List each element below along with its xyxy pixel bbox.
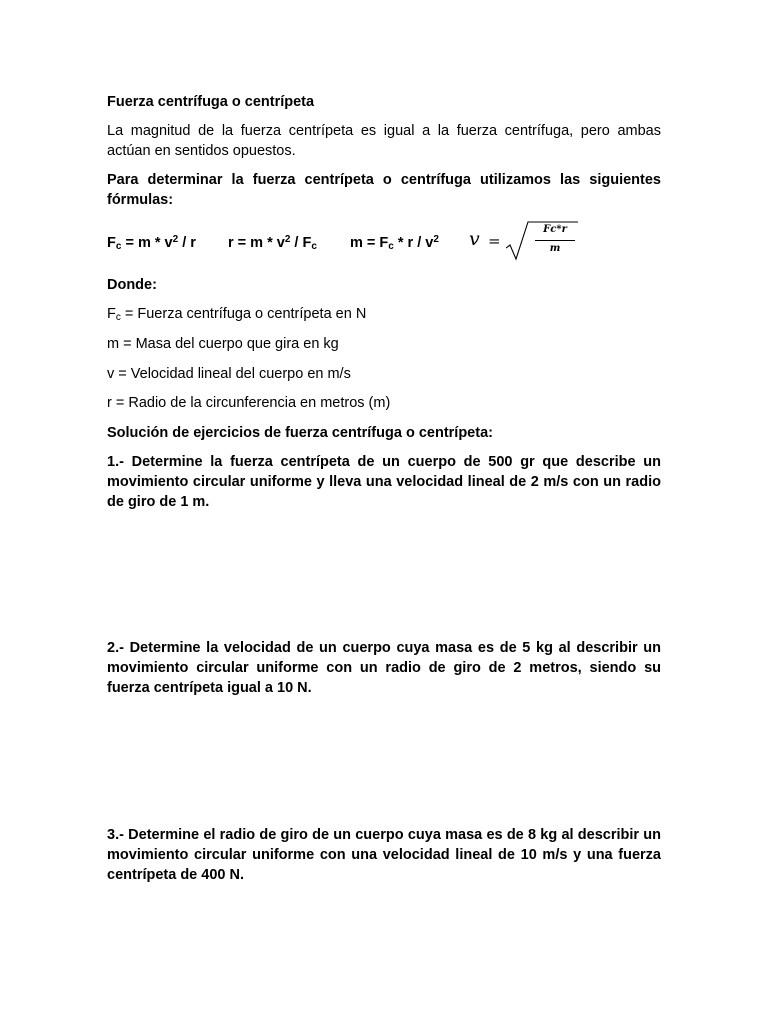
document-title: Fuerza centrífuga o centrípeta xyxy=(107,94,315,110)
formula-exponent: 2 xyxy=(172,234,179,245)
formula-exponent: 2 xyxy=(433,234,439,245)
fraction-bar xyxy=(535,240,575,241)
definition-item: r = Radio de la circunferencia en metros (m) xyxy=(107,395,391,411)
formulas-heading: Para determinar la fuerza centrípeta o centrífuga utilizamos las siguientes fórmulas: xyxy=(107,172,661,208)
formula-text: r = m * v xyxy=(228,235,285,251)
formula-subscript: c xyxy=(115,241,122,252)
exercise-3: 3.- Determine el radio de giro de un cuerpo cuya masa es de 8 kg al describir un movimiento circular uniforme con una velocidad lineal de 10 m/s y una fuerza centrípeta de 400 N. xyxy=(107,827,661,883)
formula-numerator: Fc*r xyxy=(543,224,567,235)
formula-symbol: F xyxy=(107,235,116,251)
formula-subscript: c xyxy=(388,241,394,252)
formula-subscript: c xyxy=(311,241,317,252)
formula-equals: = xyxy=(488,232,501,250)
formula-text: m = F xyxy=(350,235,389,251)
formula-velocity xyxy=(469,219,579,265)
formula-denominator: m xyxy=(549,243,561,254)
formula-text: = m * v xyxy=(121,235,173,251)
definition-text: = Fuerza centrífuga o centrípeta en N xyxy=(120,306,367,322)
exercise-2: 2.- Determine la velocidad de un cuerpo cuya masa es de 5 kg al describir un movimiento circular uniforme con un radio de giro de 2 metros, siendo su fuerza centrípeta igual a 10 N. xyxy=(107,640,661,696)
solutions-heading: Solución de ejercicios de fuerza centrífuga o centrípeta: xyxy=(107,425,493,441)
formula-exponent: 2 xyxy=(284,234,291,245)
exercise-1: 1.- Determine la fuerza centrípeta de un cuerpo de 500 gr que describe un movimiento circular uniforme y lleva una velocidad lineal de 2 m/s con un radio de giro de 1 m. xyxy=(107,454,661,510)
definition-symbol: F xyxy=(107,306,116,322)
formula-text: / r xyxy=(178,235,196,251)
formula-radius xyxy=(228,233,317,253)
intro-paragraph: La magnitud de la fuerza centrípeta es igual a la fuerza centrífuga, pero ambas actúan en sentidos opuestos. xyxy=(107,123,661,159)
formula-centripetal-force xyxy=(107,233,196,253)
definition-item xyxy=(107,304,661,324)
definition-item: m = Masa del cuerpo que gira en kg xyxy=(107,336,339,352)
formula-text: / F xyxy=(290,235,312,251)
formula-mass xyxy=(350,233,439,253)
where-heading: Donde: xyxy=(107,277,157,293)
formula-velocity-symbol: v xyxy=(469,228,480,250)
definition-subscript: c xyxy=(115,312,121,323)
formula-text: * r / v xyxy=(393,235,434,251)
definition-item: v = Velocidad lineal del cuerpo en m/s xyxy=(107,366,351,382)
formulas-row xyxy=(107,219,577,265)
